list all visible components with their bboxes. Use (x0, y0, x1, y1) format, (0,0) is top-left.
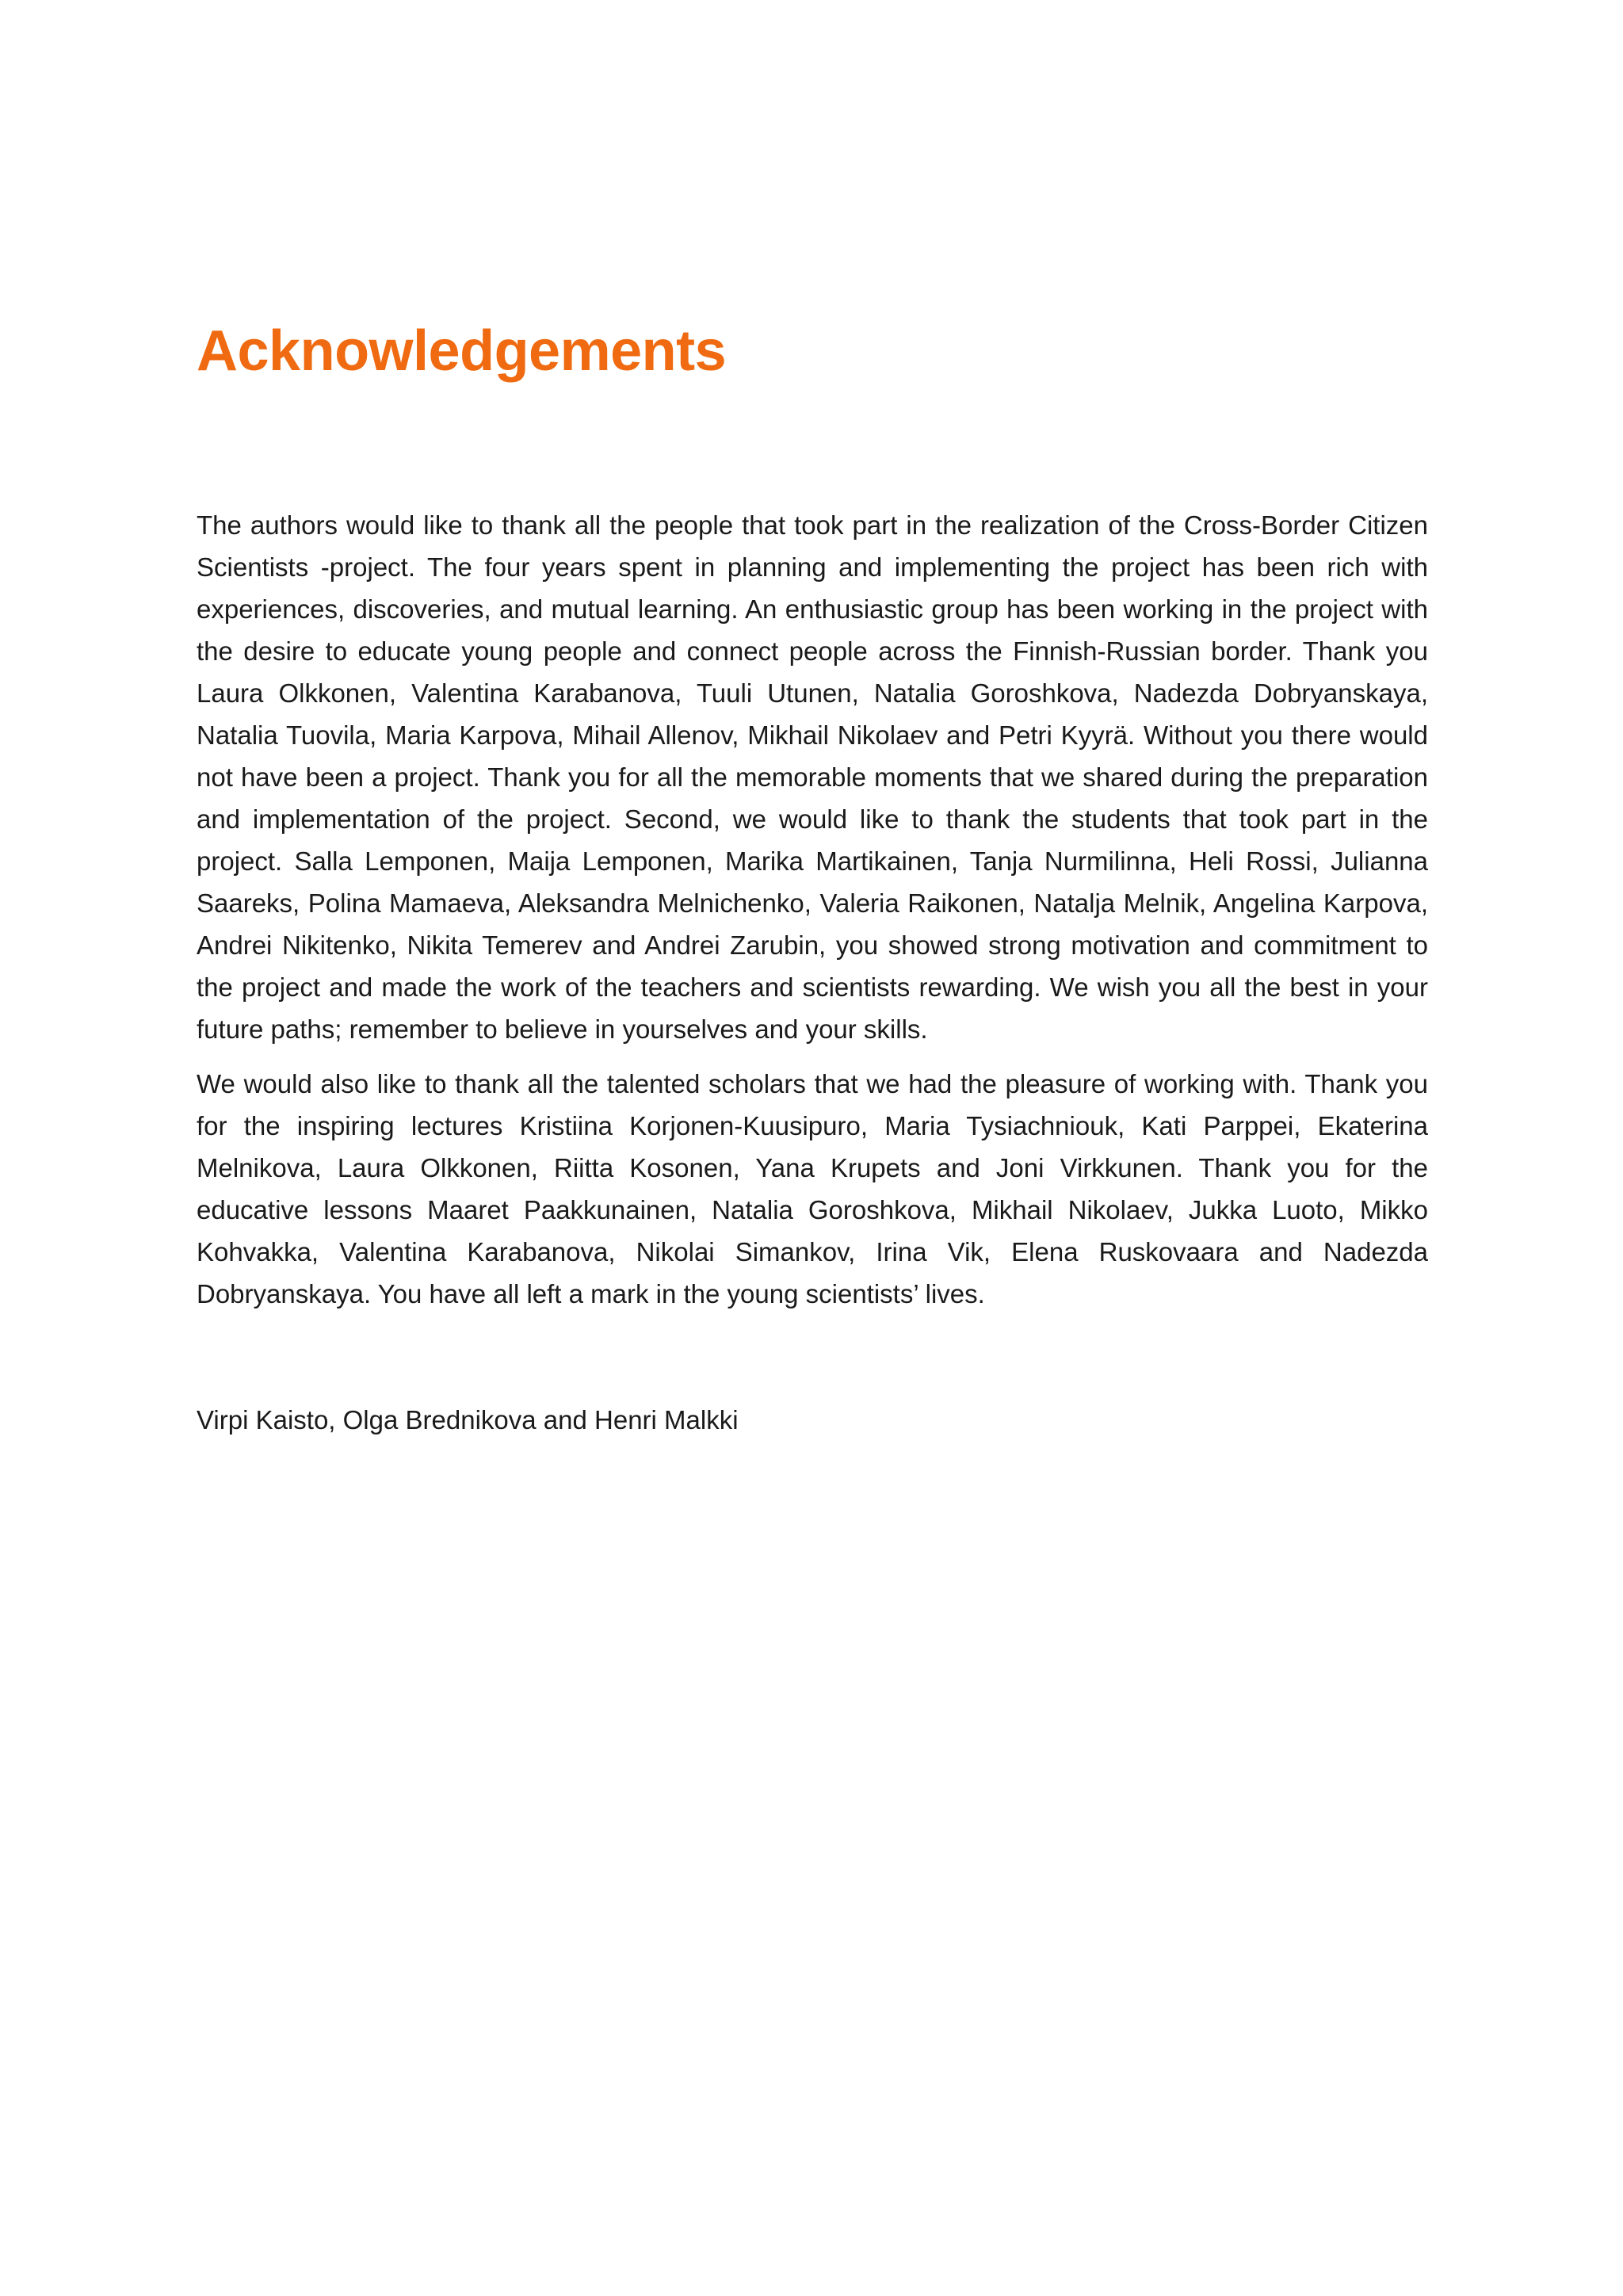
acknowledgement-paragraph: The authors would like to thank all the people that took part in the realization of the Cross-Border Citizen Scientists -project. The four years spent in planning and implementing the project has been rich with experiences, discoveries, and mutual learning. An enthusiastic group has been working in the project with the desire to educate young people and connect people across the Finnish-Russian border. Thank you Laura Olkkonen, Valentina Karabanova, Tuuli Utunen, Natalia Goroshkova, Nadezda Dobryanskaya, Natalia Tuovila, Maria Karpova, Mihail Allenov, Mikhail Nikolaev and Petri Kyyrä. Without you there would not have been a project. Thank you for all the memorable moments that we shared during the preparation and implementation of the project. Second, we would like to thank the students that took part in the project. Salla Lemponen, Maija Lemponen, Marika Martikainen, Tanja Nurmilinna, Heli Rossi, Julianna Saareks, Polina Mamaeva, Aleksandra Melnichenko, Valeria Raikonen, Natalja Melnik, Angelina Karpova, Andrei Nikitenko, Nikita Temerev and Andrei Zarubin, you showed strong motivation and commitment to the project and made the work of the teachers and scientists rewarding. We wish you all the best in your future paths; remember to believe in yourselves and your skills. (197, 510, 1428, 1045)
page-title: Acknowledgements (197, 319, 727, 383)
acknowledgement-paragraph: We would also like to thank all the talented scholars that we had the pleasure of working with. Thank you for the inspiring lectures Kristiina Korjonen-Kuusipuro, Maria Tysiachniouk, Kati Parppei, Ekaterina Melnikova, Laura Olkkonen, Riitta Kosonen, Yana Krupets and Joni Virkkunen. Thank you for the educative lessons Maaret Paakkunainen, Natalia Goroshkova, Mikhail Nikolaev, Jukka Luoto, Mikko Kohvakka, Valentina Karabanova, Nikolai Simankov, Irina Vik, Elena Ruskovaara and Nadezda Dobryanskaya. You have all left a mark in the young scientists’ lives. (197, 1069, 1428, 1309)
signature-line: Virpi Kaisto, Olga Brednikova and Henri Malkki (197, 1405, 739, 1435)
page-content (197, 317, 1428, 1467)
